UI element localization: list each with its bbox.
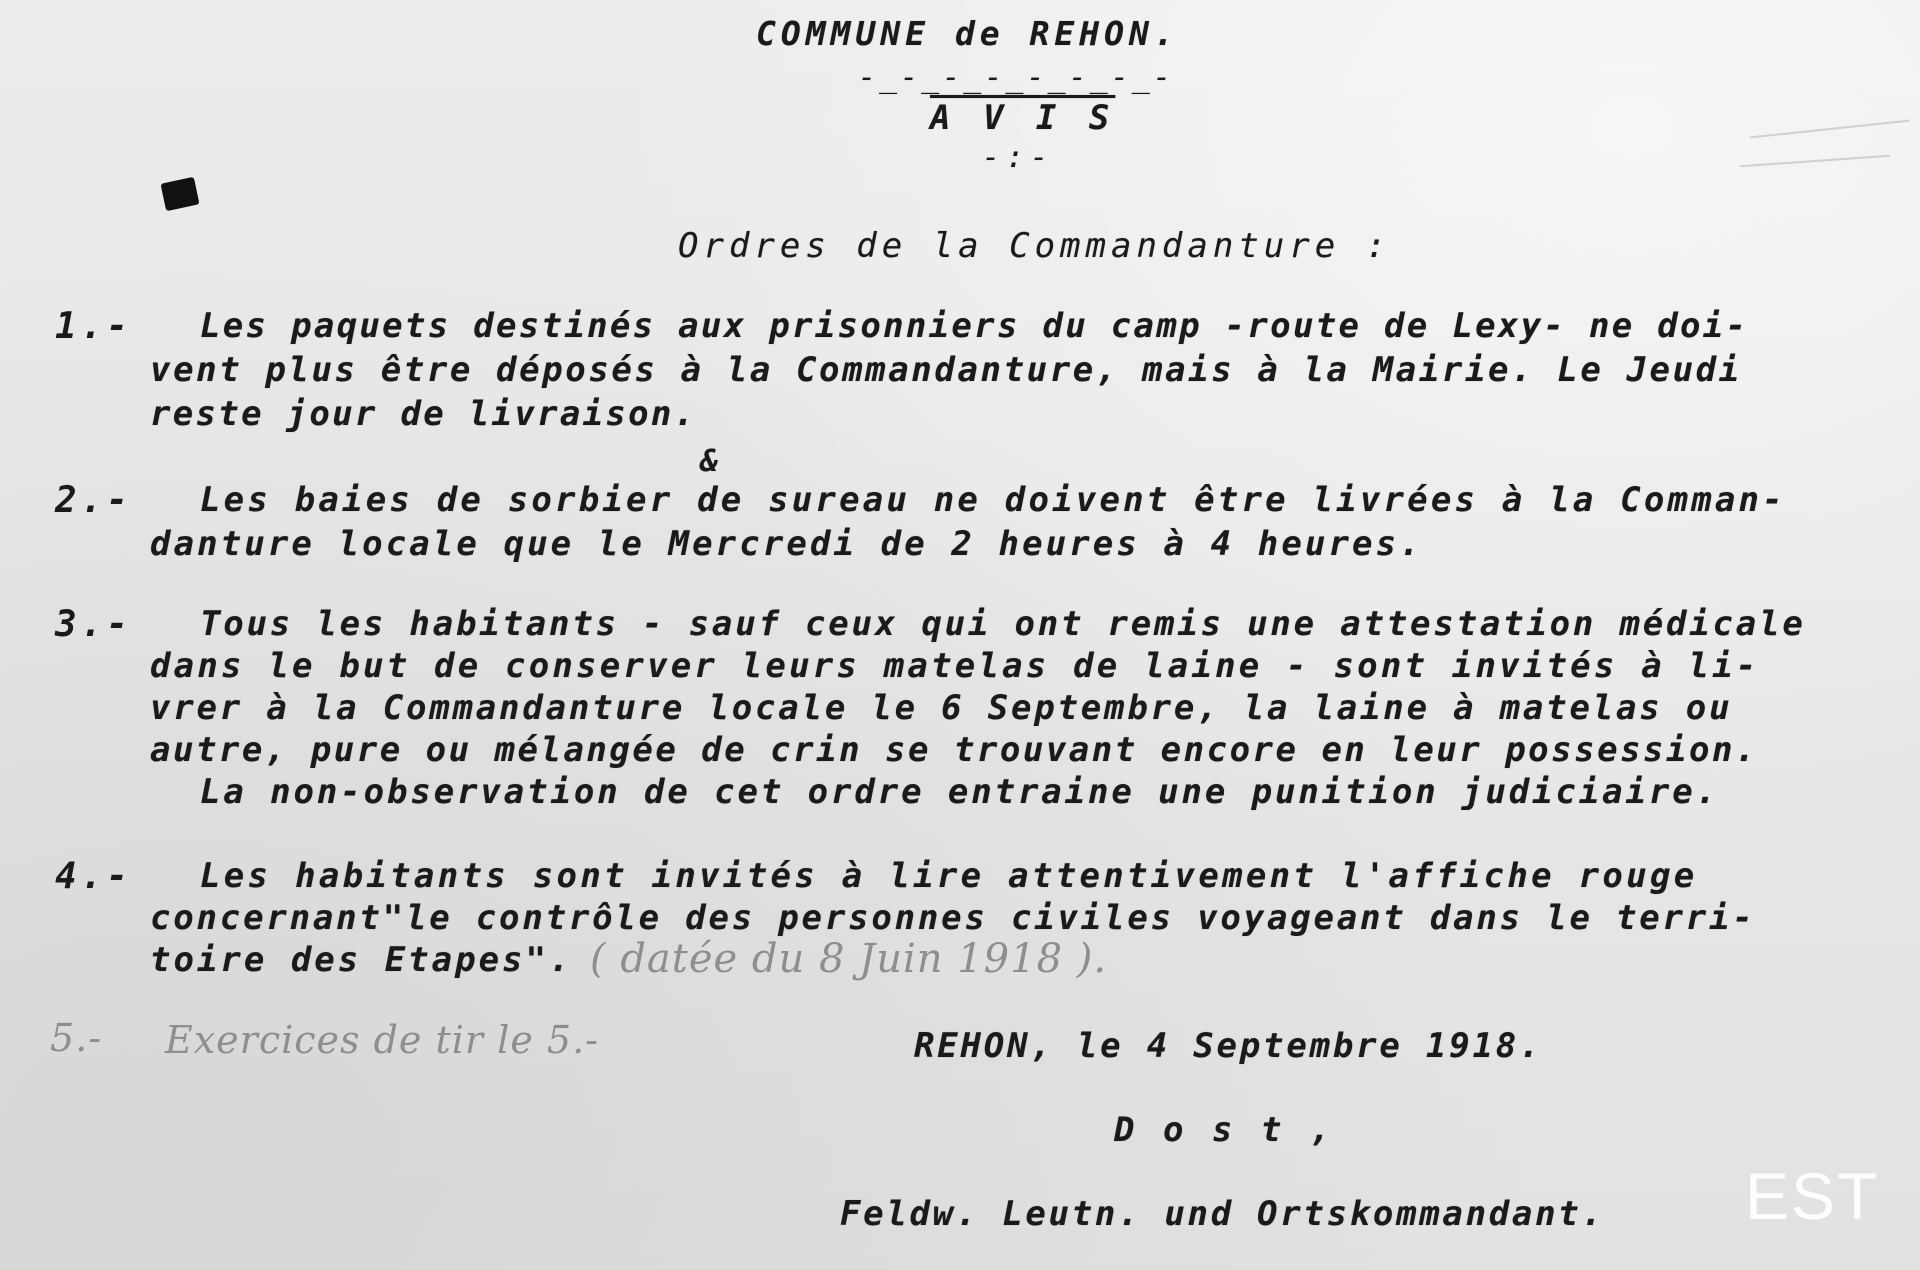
item-3-number: 3.- (55, 604, 133, 645)
orders-heading: Ordres de la Commandanture : (678, 226, 1392, 266)
item-3-line-5: La non-observation de cet ordre entraine une punition judiciaire. (200, 772, 1720, 812)
item-1-number: 1.- (55, 306, 133, 347)
item-4-number: 4.- (55, 856, 133, 897)
handwritten-item-5-text: Exercices de tir le 5.- (165, 1018, 599, 1062)
item-4-line-2: concernant"le contrôle des personnes civiles voyageant dans le terri- (150, 898, 1756, 938)
watermark-logo: EST (1745, 1159, 1880, 1233)
faint-pencil-mark-2 (1740, 155, 1890, 167)
notice-title: A V I S (930, 98, 1116, 138)
item-1-line-3: reste jour de livraison. (150, 394, 697, 434)
commune-heading: COMMUNE de REHON. (756, 14, 1179, 53)
item-2-line-2: danture locale que le Mercredi de 2 heures à 4 heures. (150, 524, 1423, 564)
place-and-date: REHON, le 4 Septembre 1918. (914, 1026, 1543, 1066)
ink-blot (160, 177, 199, 211)
signatory-name: D o s t , (1114, 1110, 1335, 1150)
item-2-number: 2.- (55, 480, 133, 521)
heading-rule: -_-_-_-_-_-_-_- (858, 60, 1174, 95)
item-3-line-2: dans le but de conserver leurs matelas de laine - sont invités à li- (150, 646, 1760, 686)
item-2-line-1: Les baies de sorbier de sureau ne doivent être livrées à la Comman- (200, 480, 1786, 520)
handwritten-item-5-number: 5.- (50, 1016, 103, 1060)
item-3-line-4: autre, pure ou mélangée de crin se trouvant encore en leur possession. (150, 730, 1758, 770)
item-4-line-1: Les habitants sont invités à lire attentivement l'affiche rouge (200, 856, 1698, 896)
faint-pencil-mark (1750, 120, 1909, 139)
item-4-handwritten-date-note: ( datée du 8 Juin 1918 ). (590, 936, 1108, 982)
item-1-line-1: Les paquets destinés aux prisonniers du camp -route de Lexy- ne doi- (200, 306, 1749, 346)
item-3-line-1: Tous les habitants - sauf ceux qui ont remis une attestation médicale (200, 604, 1806, 644)
signatory-title: Feldw. Leutn. und Ortskommandant. (840, 1194, 1605, 1234)
item-4-line-3: toire des Etapes". (150, 940, 573, 980)
item-3-line-3: vrer à la Commandanture locale le 6 Septembre, la laine à matelas ou (150, 688, 1733, 728)
title-separator: -:- (982, 140, 1055, 175)
item-1-line-2: vent plus être déposés à la Commandanture, mais à la Mairie. Le Jeudi (150, 350, 1742, 390)
item-2-ampersand-insert: & (700, 444, 723, 479)
